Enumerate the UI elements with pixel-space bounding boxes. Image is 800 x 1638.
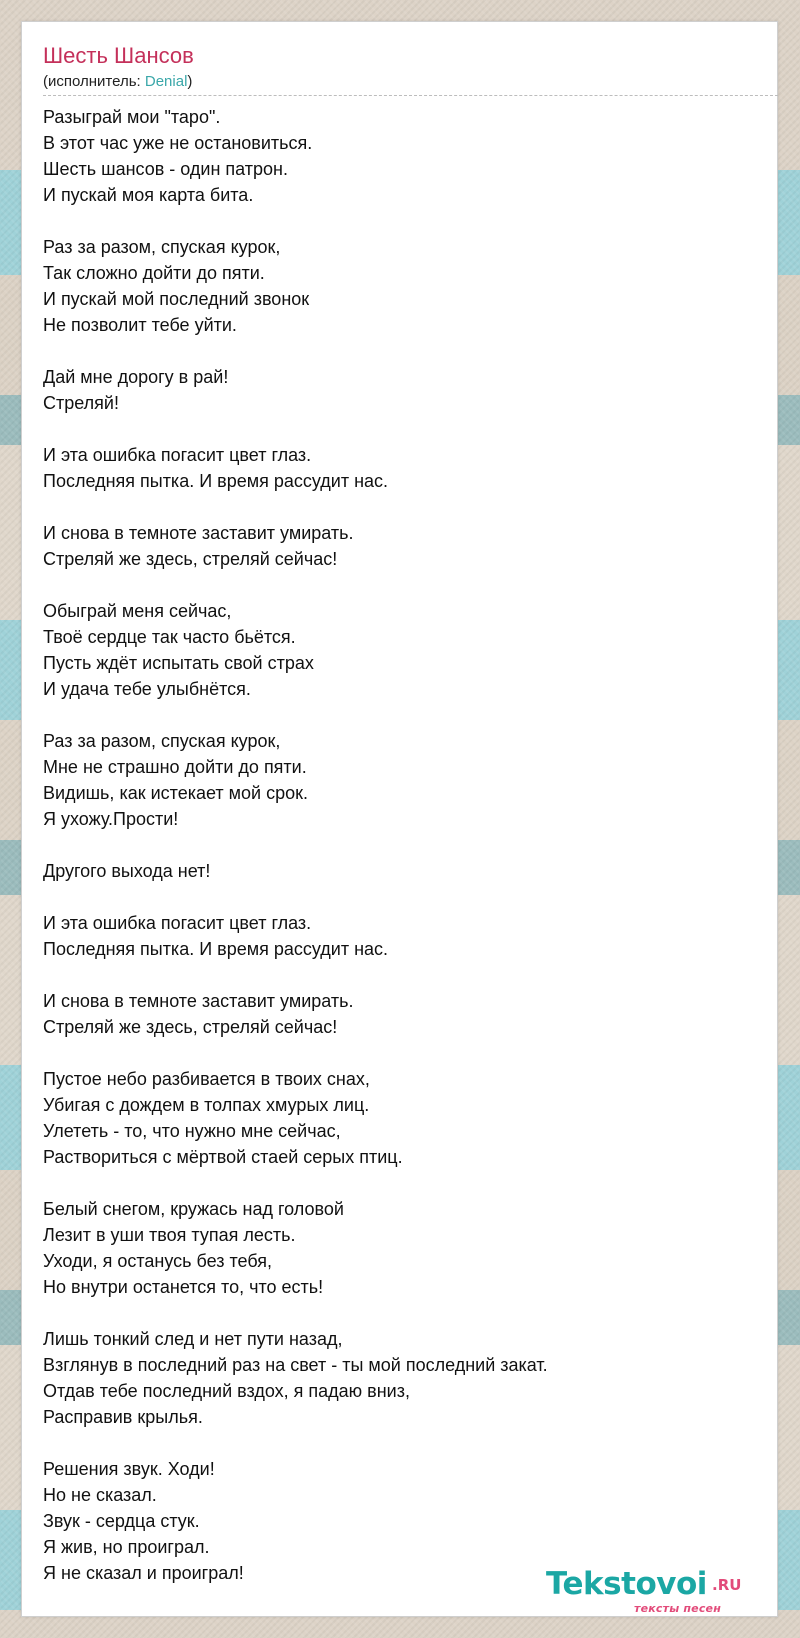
lyric-line: Решения звук. Ходи! — [43, 1459, 215, 1479]
lyrics-stanza — [43, 1066, 758, 1170]
lyric-line: Белый снегом, кружась над головой — [43, 1199, 344, 1219]
lyric-line: Так сложно дойти до пяти. — [43, 263, 265, 283]
artist-suffix: ) — [187, 73, 193, 90]
lyric-line: Стреляй! — [43, 393, 119, 413]
lyric-line: И пускай моя карта бита. — [43, 185, 254, 205]
lyrics-stanza — [43, 104, 758, 208]
lyric-line: Уходи, я останусь без тебя, — [43, 1251, 273, 1271]
lyrics-stanza — [43, 364, 758, 416]
logo-domain: .RU — [712, 1576, 742, 1594]
lyric-line: Взглянув в последний раз на свет - ты мой последний закат. — [43, 1355, 548, 1375]
lyric-line: Обыграй меня сейчас, — [43, 601, 232, 621]
lyrics-stanza — [43, 910, 758, 962]
lyric-line: И эта ошибка погасит цвет глаз. — [43, 445, 312, 465]
artist-line — [43, 72, 778, 96]
site-logo[interactable] — [546, 1566, 776, 1616]
lyric-line: Отдав тебе последний вздох, я падаю вниз, — [43, 1381, 410, 1401]
lyric-line: Шесть шансов - один патрон. — [43, 159, 288, 179]
lyrics-stanza — [43, 598, 758, 702]
lyric-line: Дай мне дорогу в рай! — [43, 367, 229, 387]
lyric-line: И снова в темноте заставит умирать. — [43, 523, 354, 543]
lyric-line: Но не сказал. — [43, 1485, 157, 1505]
lyric-line: И пускай мой последний звонок — [43, 289, 310, 309]
lyrics-stanza — [43, 1326, 758, 1430]
lyric-line: Не позволит тебе уйти. — [43, 315, 237, 335]
lyric-line: Мне не страшно дойти до пяти. — [43, 757, 307, 777]
lyrics-page — [21, 21, 778, 1617]
artist-link[interactable]: Denial — [144, 73, 188, 90]
lyric-line: Лезит в уши твоя тупая лесть. — [43, 1225, 296, 1245]
lyric-line: Звук - сердца стук. — [43, 1511, 200, 1531]
lyric-line: Стреляй же здесь, стреляй сейчас! — [43, 1017, 338, 1037]
lyrics-stanza — [43, 858, 758, 884]
lyrics-stanza — [43, 442, 758, 494]
lyrics-stanza — [43, 234, 758, 338]
lyric-line: Последняя пытка. И время рассудит нас. — [43, 471, 389, 491]
lyric-line: И снова в темноте заставит умирать. — [43, 991, 354, 1011]
lyric-line: Но внутри останется то, что есть! — [43, 1277, 324, 1297]
lyrics-stanza — [43, 1196, 758, 1300]
lyric-line: Твоё сердце так часто бьётся. — [43, 627, 296, 647]
lyric-line: Раз за разом, спуская курок, — [43, 237, 281, 257]
logo-wordmark: Tekstovoi — [546, 1566, 707, 1602]
lyric-line: Пусть ждёт испытать свой страх — [43, 653, 314, 673]
lyric-line: И удача тебе улыбнётся. — [43, 679, 251, 699]
lyric-line: Видишь, как истекает мой срок. — [43, 783, 308, 803]
song-title: Шесть Шансов — [43, 43, 194, 68]
artist-prefix: (исполнитель: — [43, 73, 145, 90]
lyrics-stanza — [43, 520, 758, 572]
lyric-line: Улететь - то, что нужно мне сейчас, — [43, 1121, 341, 1141]
lyric-line: Я ухожу.Прости! — [43, 809, 179, 829]
lyric-line: Раствориться с мёртвой стаей серых птиц. — [43, 1147, 403, 1167]
lyrics-stanza — [43, 988, 758, 1040]
lyric-line: Разыграй мои "таро". — [43, 107, 221, 127]
lyric-line: Последняя пытка. И время рассудит нас. — [43, 939, 389, 959]
lyric-line: Раз за разом, спуская курок, — [43, 731, 281, 751]
lyric-line: Пустое небо разбивается в твоих снах, — [43, 1069, 370, 1089]
lyrics-text — [43, 104, 758, 1612]
lyric-line: В этот час уже не остановиться. — [43, 133, 313, 153]
lyric-line: Другого выхода нет! — [43, 861, 211, 881]
lyric-line: Я жив, но проиграл. — [43, 1537, 210, 1557]
lyric-line: Лишь тонкий след и нет пути назад, — [43, 1329, 343, 1349]
lyrics-stanza — [43, 728, 758, 832]
lyric-line: Стреляй же здесь, стреляй сейчас! — [43, 549, 338, 569]
lyric-line: Убигая с дождем в толпах хмурых лиц. — [43, 1095, 370, 1115]
lyric-line: Расправив крылья. — [43, 1407, 203, 1427]
logo-subtitle: тексты песен — [634, 1602, 722, 1615]
lyric-line: И эта ошибка погасит цвет глаз. — [43, 913, 312, 933]
lyric-line: Я не сказал и проиграл! — [43, 1563, 244, 1583]
